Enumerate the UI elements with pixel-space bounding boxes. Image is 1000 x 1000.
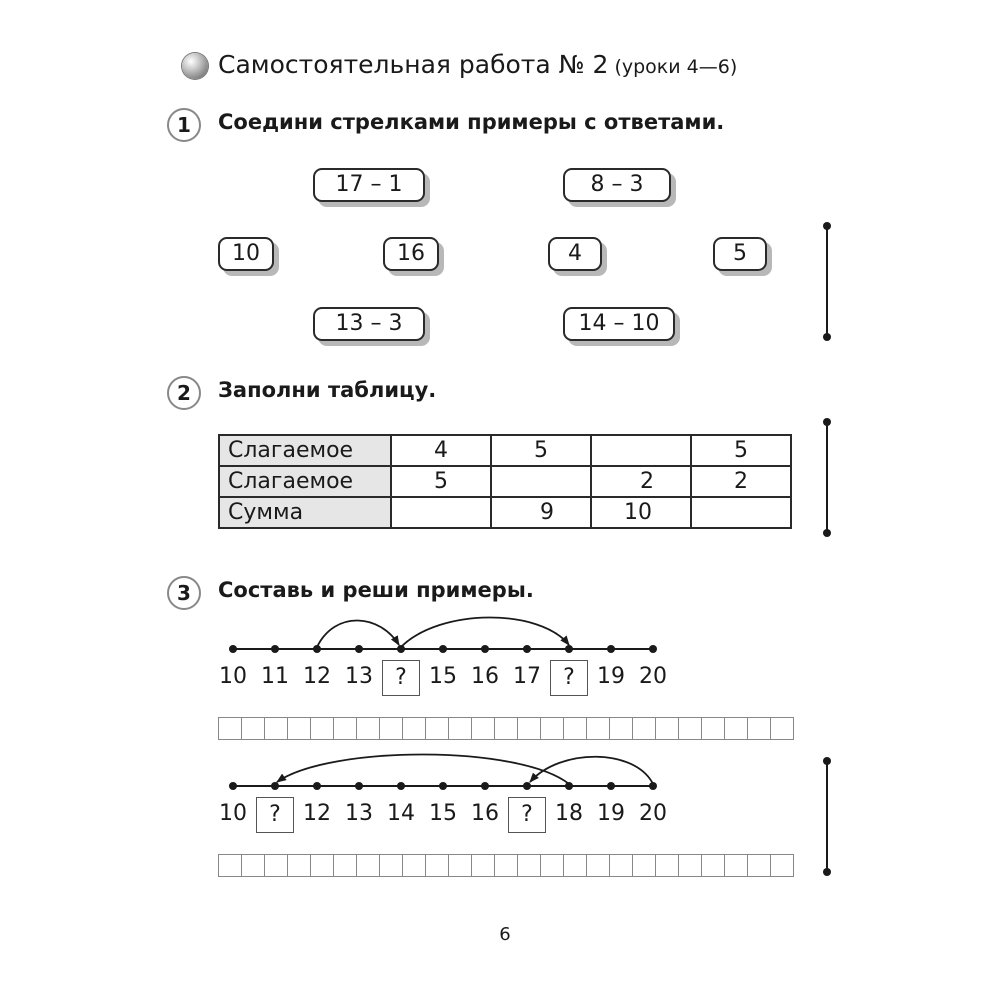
row-label: Сумма: [219, 497, 391, 528]
number-line-label: 11: [261, 664, 289, 689]
grid-cell[interactable]: [771, 854, 794, 877]
unknown-number-box[interactable]: ?: [508, 797, 546, 833]
task-3-number: 3: [167, 576, 201, 610]
example-17-minus-1[interactable]: 17 – 1: [313, 168, 425, 202]
grid-cell[interactable]: [633, 854, 656, 877]
answer-grid-1[interactable]: [218, 717, 794, 740]
number-line-dot: [607, 645, 615, 653]
grid-cell[interactable]: [495, 717, 518, 740]
number-line-dot: [481, 645, 489, 653]
table-cell[interactable]: 10: [591, 497, 691, 528]
task-3-instruction: Составь и реши примеры.: [218, 578, 534, 602]
margin-marker-line: [826, 761, 828, 871]
number-line-dot: [523, 645, 531, 653]
grid-cell[interactable]: [564, 717, 587, 740]
number-line-dot: [271, 782, 279, 790]
grid-cell[interactable]: [426, 717, 449, 740]
grid-cell[interactable]: [656, 717, 679, 740]
example-8-minus-3[interactable]: 8 – 3: [563, 168, 671, 202]
grid-cell[interactable]: [748, 854, 771, 877]
table-cell[interactable]: 5: [391, 466, 491, 497]
number-line-dot: [439, 782, 447, 790]
grid-cell[interactable]: [564, 854, 587, 877]
number-line-dot: [607, 782, 615, 790]
number-line-label: 15: [429, 664, 457, 689]
number-line-dot: [229, 645, 237, 653]
grid-cell[interactable]: [472, 717, 495, 740]
number-line-label: 13: [345, 664, 373, 689]
grid-cell[interactable]: [587, 854, 610, 877]
unknown-number-box[interactable]: ?: [382, 660, 420, 696]
grid-cell[interactable]: [702, 717, 725, 740]
answer-4[interactable]: 4: [548, 237, 602, 271]
jump-arrow: [277, 754, 569, 784]
table-cell[interactable]: 4: [391, 435, 491, 466]
number-line-label: 10: [219, 664, 247, 689]
grid-cell[interactable]: [403, 854, 426, 877]
number-line-dot: [523, 782, 531, 790]
grid-cell[interactable]: [357, 854, 380, 877]
number-line-label: 16: [471, 664, 499, 689]
grid-cell[interactable]: [311, 717, 334, 740]
grid-cell[interactable]: [242, 854, 265, 877]
grid-cell[interactable]: [541, 717, 564, 740]
number-line-label: 15: [429, 801, 457, 826]
table-cell[interactable]: 5: [491, 435, 591, 466]
number-line-label: 19: [597, 801, 625, 826]
table-cell[interactable]: 9: [491, 497, 591, 528]
grid-cell[interactable]: [679, 854, 702, 877]
grid-cell[interactable]: [610, 854, 633, 877]
grid-cell[interactable]: [587, 717, 610, 740]
number-line-dot: [229, 782, 237, 790]
number-line-dot: [565, 645, 573, 653]
grid-cell[interactable]: [288, 854, 311, 877]
grid-cell[interactable]: [495, 854, 518, 877]
task-2-number: 2: [167, 376, 201, 410]
grid-cell[interactable]: [219, 717, 242, 740]
grid-cell[interactable]: [702, 854, 725, 877]
answer-grid-2[interactable]: [218, 854, 794, 877]
grid-cell[interactable]: [725, 717, 748, 740]
jump-arrow: [317, 620, 399, 647]
grid-cell[interactable]: [380, 854, 403, 877]
unknown-number-box[interactable]: ?: [550, 660, 588, 696]
grid-cell[interactable]: [771, 717, 794, 740]
number-line-dot: [481, 782, 489, 790]
number-line-label: 20: [639, 801, 667, 826]
jump-arrow: [401, 617, 569, 647]
grid-cell[interactable]: [679, 717, 702, 740]
grid-cell[interactable]: [311, 854, 334, 877]
grid-cell[interactable]: [610, 717, 633, 740]
grid-cell[interactable]: [403, 717, 426, 740]
number-line-label: 12: [303, 801, 331, 826]
grid-cell[interactable]: [242, 717, 265, 740]
page-number: 6: [499, 924, 511, 945]
number-line-label: 20: [639, 664, 667, 689]
grid-cell[interactable]: [472, 854, 495, 877]
grid-cell[interactable]: [219, 854, 242, 877]
number-line-label: 18: [555, 801, 583, 826]
title-text: Самостоятельная работа № 2: [218, 50, 609, 79]
table-cell[interactable]: 2: [691, 466, 791, 497]
number-line-label: 19: [597, 664, 625, 689]
grid-cell[interactable]: [725, 854, 748, 877]
table-cell[interactable]: 5: [691, 435, 791, 466]
row-label: Слагаемое: [219, 466, 391, 497]
number-line-label: 16: [471, 801, 499, 826]
number-line-dot: [439, 645, 447, 653]
grid-cell[interactable]: [518, 717, 541, 740]
task-1-number: 1: [167, 108, 201, 142]
grid-cell[interactable]: [748, 717, 771, 740]
grid-cell[interactable]: [265, 717, 288, 740]
number-line-dot: [271, 645, 279, 653]
number-line-label: 12: [303, 664, 331, 689]
grid-cell[interactable]: [334, 717, 357, 740]
number-line-dot: [313, 782, 321, 790]
number-line-label: 13: [345, 801, 373, 826]
grid-cell[interactable]: [449, 854, 472, 877]
number-line-label: 14: [387, 801, 415, 826]
grid-cell[interactable]: [449, 717, 472, 740]
jump-arrow: [530, 757, 653, 784]
number-line-dot: [355, 782, 363, 790]
title-subtitle: (уроки 4—6): [614, 56, 738, 78]
row-label: Слагаемое: [219, 435, 391, 466]
grid-cell[interactable]: [288, 717, 311, 740]
grid-cell[interactable]: [633, 717, 656, 740]
task-2-instruction: Заполни таблицу.: [218, 378, 437, 402]
grid-cell[interactable]: [334, 854, 357, 877]
grid-cell[interactable]: [541, 854, 564, 877]
number-line-1: [229, 617, 657, 653]
example-14-minus-10[interactable]: 14 – 10: [563, 307, 675, 341]
grid-cell[interactable]: [518, 854, 541, 877]
answer-16[interactable]: 16: [383, 237, 439, 271]
margin-marker-dot: [823, 868, 831, 876]
grid-cell[interactable]: [426, 854, 449, 877]
number-line-label: 17: [513, 664, 541, 689]
grid-cell[interactable]: [656, 854, 679, 877]
example-13-minus-3[interactable]: 13 – 3: [313, 307, 425, 341]
grid-cell[interactable]: [357, 717, 380, 740]
grid-cell[interactable]: [380, 717, 403, 740]
number-line-label: 10: [219, 801, 247, 826]
task-1-instruction: Соедини стрелками примеры с ответами.: [218, 110, 725, 134]
answer-5[interactable]: 5: [713, 237, 767, 271]
number-line-2: [229, 754, 657, 790]
table-cell[interactable]: 2: [591, 466, 691, 497]
number-line-dot: [355, 645, 363, 653]
answer-10[interactable]: 10: [218, 237, 274, 271]
number-line-dot: [397, 782, 405, 790]
grid-cell[interactable]: [265, 854, 288, 877]
number-line-dot: [649, 645, 657, 653]
unknown-number-box[interactable]: ?: [256, 797, 294, 833]
